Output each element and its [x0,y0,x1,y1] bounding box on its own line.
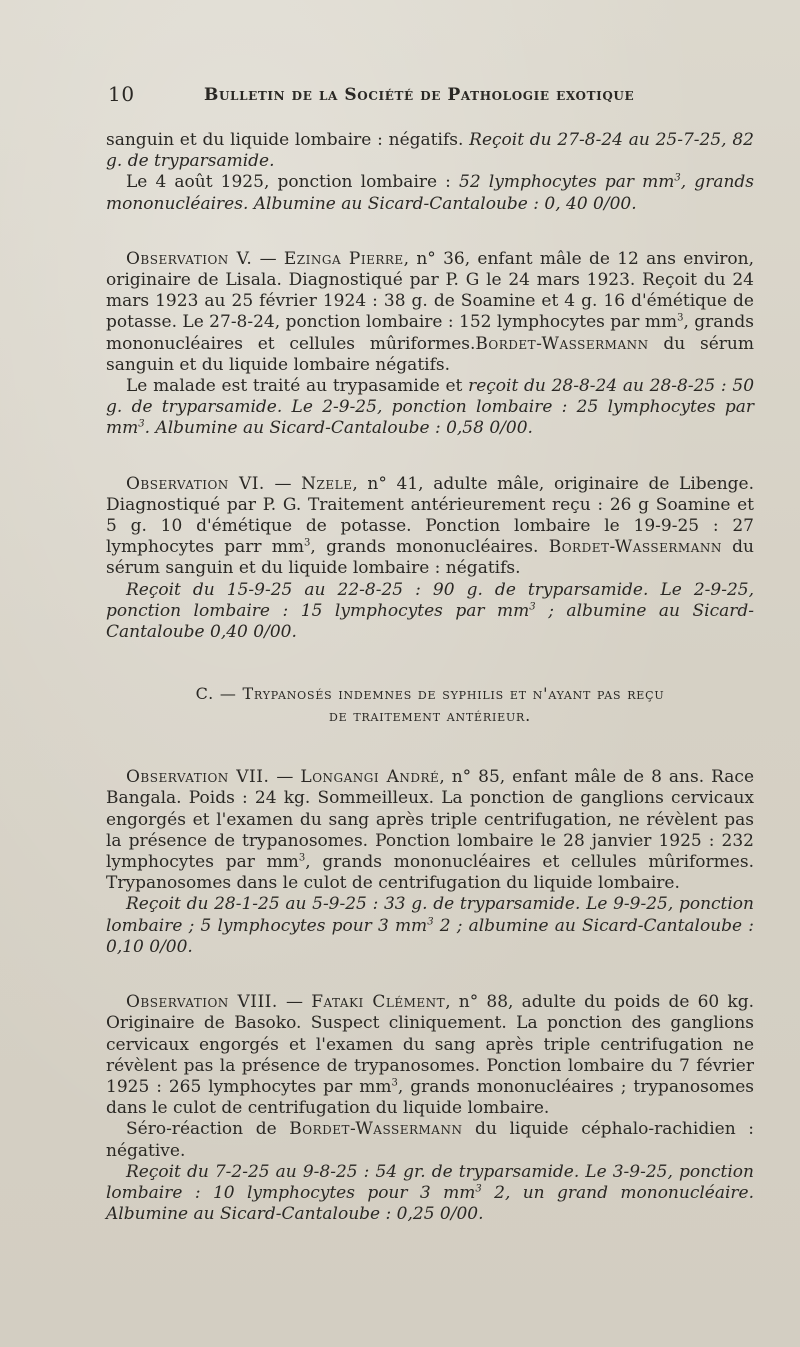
text: , grands mononucléaires et cellules mûriformes. Trypanosomes dans le culot de centrifugation du liquide lombaire. [106,852,754,894]
section-heading-line: de traitement antérieur. [329,706,531,726]
superscript: 3 [674,172,681,184]
observation-7-treatment [106,894,754,958]
text: du liquide céphalo-rachidien : négative. [106,1119,754,1161]
body-text [106,130,754,1225]
treatment-text: Reçoit du 28-1-25 au 5-9-25 : 33 g. de tryparsamide. Le 9-9-25, ponction lombaire ; 5 lymphocytes pour 3 mm [106,894,754,936]
paragraph-ponction [106,172,754,214]
observation-label: Observation VI. [126,473,265,494]
treatment-text: ; albumine au Sicard-Cantaloube 0,40 0/00. [106,600,755,643]
text: — [252,248,284,269]
patient-name: Nzele [301,473,353,494]
reaction-name: Bordet-Wassermann [475,333,649,354]
treatment-text: Reçoit du 15-9-25 au 22-8-25 : 90 g. de tryparsamide. Le 2-9-25, ponction lombaire : 15 lymphocytes par mm [106,579,754,621]
superscript: 3 [677,312,684,324]
page-number: 10 [108,82,135,106]
observation-7 [106,767,754,894]
text: Le malade est traité au trypasamide et [126,376,469,397]
treatment-text: 2 ; albumine au Sicard-Cantaloube : 0,10 0/00. [106,915,754,957]
text: — [269,767,301,788]
reaction-name: Bordet-Wassermann [289,1119,463,1140]
text: du sérum sanguin et du liquide lombaire négatifs. [106,333,754,375]
text: Séro-réaction de [126,1119,290,1140]
observation-label: Observation VIII. [126,992,278,1013]
text: , grands mononucléaires ; trypanosomes dans le culot de centrifugation du liquide lombaire. [106,1076,755,1119]
text: , grands mononucléaires et cellules mûriformes. [106,312,754,354]
observation-6 [106,474,754,580]
treatment-text: reçoit du 28-8-24 au 28-8-25 : 50 g. de tryparsamide. Le 2-9-25, ponction lombaire : 25 lymphocytes par mm [106,376,755,439]
text: , n° 41, adulte mâle, originaire de Libenge. Diagnostiqué par P. G. Traitement antérieurement reçu : 26 g Soamine et 5 g. 10 d'émétique de potasse. Ponction lombaire le 19-9-25 : 27 lymphocytes parr mm [106,473,754,558]
result-text: 52 lymphocytes par mm [459,172,675,193]
section-heading-c [106,683,754,727]
paragraph-continuation [106,130,754,172]
journal-title: Bulletin de la Société de Pathologie exotique [204,85,635,105]
text: Le 4 août 1925, ponction lombaire : [126,172,460,193]
observation-label: Observation V. [126,248,253,269]
observation-label: Observation VII. [126,767,270,788]
superscript: 3 [529,601,536,613]
observation-6-treatment [106,580,754,644]
running-header [108,82,668,112]
text: , n° 85, enfant mâle de 8 ans. Race Bangala. Poids : 24 kg. Sommeilleux. La ponction de ganglions cervicaux engorgés et l'examen du sang après triple centrifugation, ne révèlent pas la présence de trypanosomes. Ponction lombaire le 28 janvier 1925 : 232 lymphocytes par mm [106,767,755,873]
superscript: 3 [475,1183,482,1195]
superscript: 3 [138,418,145,430]
observation-5-treatment [106,376,754,440]
observation-8-sero [106,1119,754,1161]
treatment-text: 2, un grand mononucléaire. Albumine au Sicard-Cantaloube : 0,25 0/00. [106,1182,755,1225]
superscript: 3 [298,852,306,864]
treatment-text: Reçoit du 27-8-24 au 25-7-25, 82 g. de tryparsamide. [106,130,754,172]
observation-8 [106,992,754,1119]
text: du sérum sanguin et du liquide lombaire : négatifs. [106,537,754,579]
observation-8-treatment [106,1162,754,1226]
patient-name: Ezinga Pierre [283,248,404,269]
superscript: 3 [391,1077,398,1089]
reaction-name: Bordet-Wassermann [548,537,722,558]
superscript: 3 [427,916,434,928]
result-text: , grands mononucléaires. Albumine au Sicard-Cantaloube : 0, 40 0/00. [106,172,755,214]
text: — [264,473,302,494]
text: , grands mononucléaires. [310,537,549,558]
treatment-text: . Albumine au Sicard-Cantaloube : 0,58 0/00. [144,418,533,439]
text: sanguin et du liquide lombaire : négatifs. [106,130,470,150]
section-heading-line: C. — Trypanosés indemnes de syphilis et n'ayant pas reçu [195,684,665,704]
text: , n° 36, enfant mâle de 12 ans environ, originaire de Lisala. Diagnostiqué par P. G le 24 mars 1923. Reçoit du 24 mars 1923 au 25 février 1924 : 38 g. de Soamine et 4 g. 16 d'émétique de potasse. Le 27-8-24, ponction lombaire : 152 lymphocytes par mm [106,248,754,333]
observation-5 [106,249,754,376]
text: , n° 88, adulte du poids de 60 kg. Originaire de Basoko. Suspect cliniquement. La ponction des ganglions cervicaux engorgés et l'examen du sang après triple centrifugation ne révèlent pas la présence de trypanosomes. Ponction lombaire du 7 février 1925 : 265 lymphocytes par mm [106,992,754,1097]
text: — [277,992,312,1013]
treatment-text: Reçoit du 7-2-25 au 9-8-25 : 54 gr. de tryparsamide. Le 3-9-25, ponction lombaire : 10 lymphocytes pour 3 mm [106,1161,754,1203]
superscript: 3 [304,537,311,549]
patient-name: Fataki Clément [311,992,446,1013]
patient-name: Longangi André [300,767,440,788]
